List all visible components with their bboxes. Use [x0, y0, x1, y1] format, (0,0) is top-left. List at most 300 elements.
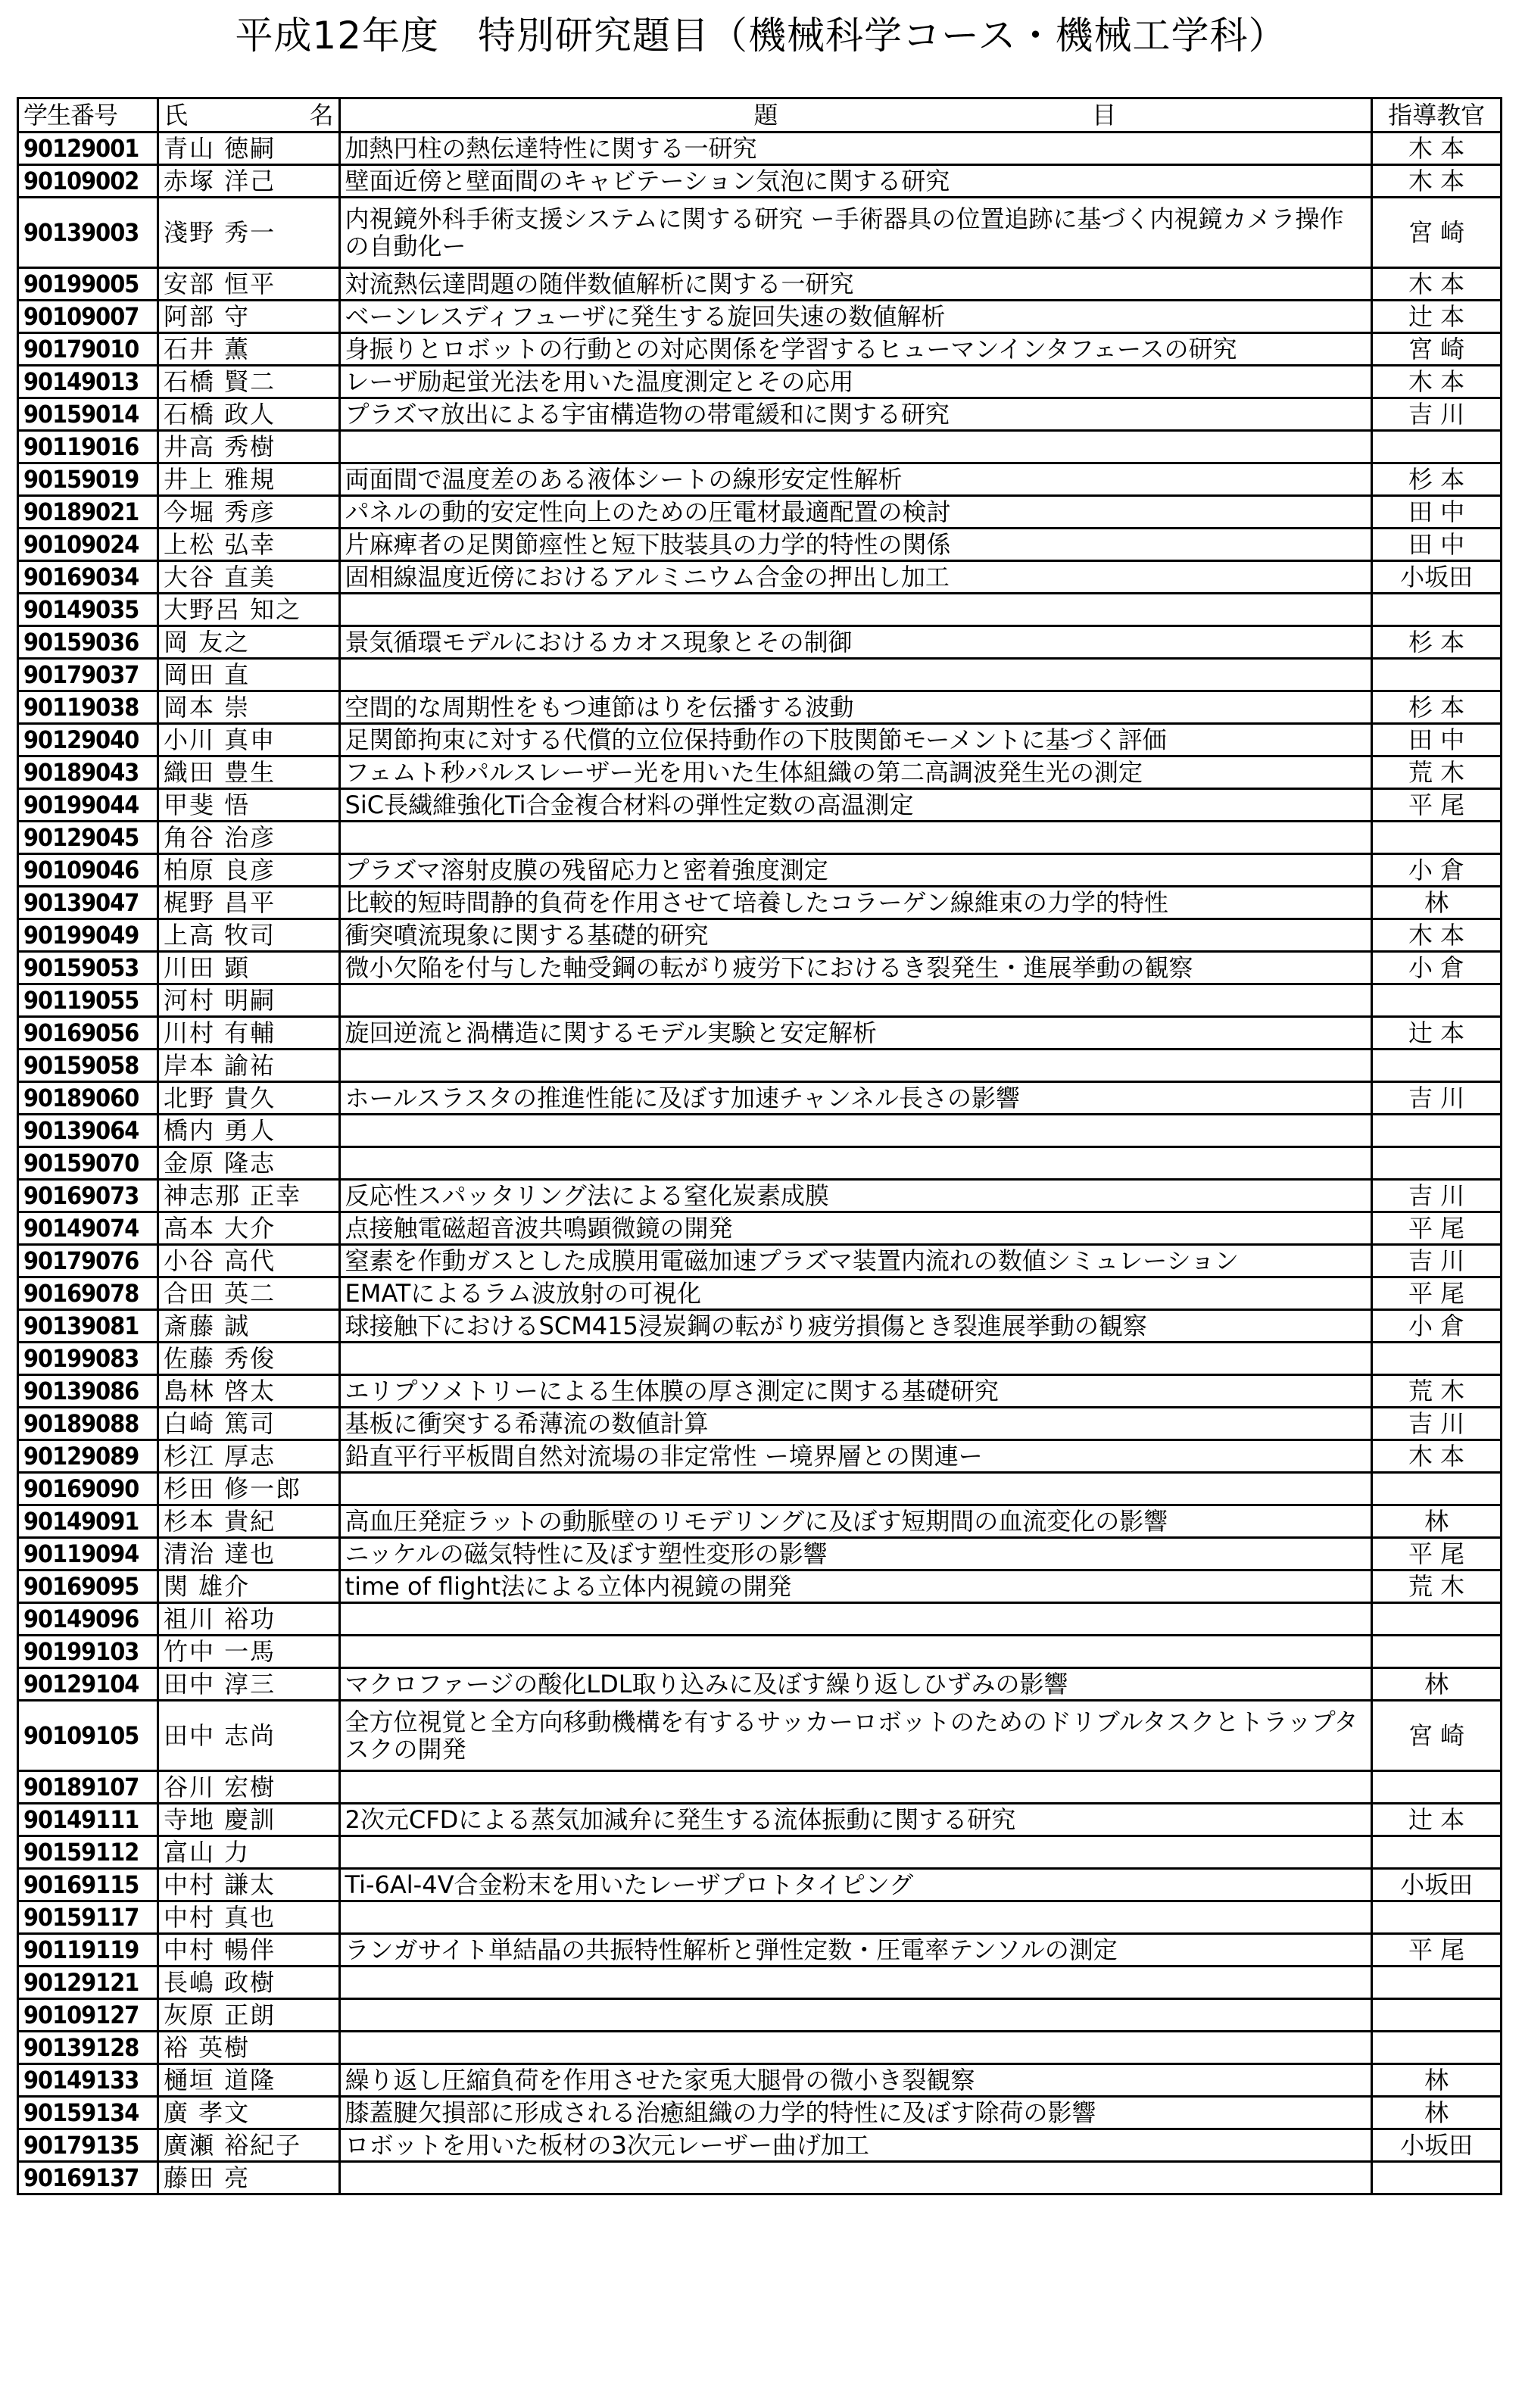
title-cell: 球接触下におけるSCM415浸炭鋼の転がり疲労損傷とき裂進展挙動の観察 — [339, 1310, 1372, 1343]
advisor-cell: 辻 本 — [1372, 1017, 1502, 1050]
student-id-cell: 90109105 — [18, 1701, 158, 1771]
advisor-cell: 木 本 — [1372, 268, 1502, 301]
table-row — [18, 1999, 1502, 2032]
student-id-cell: 90149013 — [18, 366, 158, 398]
student-id-cell: 90139003 — [18, 198, 158, 268]
name-cell: 高本 大介 — [158, 1212, 339, 1245]
name-cell: 関 雄介 — [158, 1571, 339, 1603]
name-cell: 清治 達也 — [158, 1538, 339, 1571]
advisor-cell: 杉 本 — [1372, 691, 1502, 724]
advisor-cell: 吉 川 — [1372, 1408, 1502, 1440]
name-cell: 北野 貴久 — [158, 1082, 339, 1115]
name-cell: 谷川 宏樹 — [158, 1771, 339, 1804]
advisor-cell — [1372, 1050, 1502, 1082]
title-cell: 基板に衝突する希薄流の数値計算 — [339, 1408, 1372, 1440]
name-cell: 川田 顕 — [158, 952, 339, 984]
table-row — [18, 1277, 1502, 1310]
student-id-cell: 90139128 — [18, 2032, 158, 2064]
advisor-cell: 木 本 — [1372, 133, 1502, 165]
name-cell: 河村 明嗣 — [158, 984, 339, 1017]
name-cell: 小谷 高代 — [158, 1245, 339, 1277]
table-row — [18, 1245, 1502, 1277]
name-cell: 石橋 政人 — [158, 398, 339, 431]
advisor-cell: 林 — [1372, 1668, 1502, 1701]
name-cell: 金原 隆志 — [158, 1147, 339, 1180]
name-cell: 橋内 勇人 — [158, 1115, 339, 1147]
title-cell: 片麻痺者の足関節痙性と短下肢装具の力学的特性の関係 — [339, 529, 1372, 561]
title-cell — [339, 1967, 1372, 1999]
table-row — [18, 1538, 1502, 1571]
table-row — [18, 1869, 1502, 1901]
student-id-cell: 90159134 — [18, 2097, 158, 2129]
name-cell: 岡田 直 — [158, 659, 339, 691]
student-id-cell: 90169056 — [18, 1017, 158, 1050]
advisor-cell: 小坂田 — [1372, 2129, 1502, 2162]
name-cell: 川村 有輔 — [158, 1017, 339, 1050]
table-row — [18, 165, 1502, 198]
name-cell: 藤田 亮 — [158, 2162, 339, 2194]
title-cell: 繰り返し圧縮負荷を作用させた家兎大腿骨の微小き裂観察 — [339, 2064, 1372, 2097]
title-cell: 固相線温度近傍におけるアルミニウム合金の押出し加工 — [339, 561, 1372, 594]
advisor-cell: 林 — [1372, 887, 1502, 919]
title-cell: 内視鏡外科手術支援システムに関する研究 ー手術器具の位置追跡に基づく内視鏡カメラ操作の自動化ー — [339, 198, 1372, 268]
title-cell — [339, 431, 1372, 463]
table-row — [18, 789, 1502, 822]
name-cell: 石橋 賢二 — [158, 366, 339, 398]
advisor-cell — [1372, 431, 1502, 463]
student-id-cell: 90179076 — [18, 1245, 158, 1277]
title-cell: 壁面近傍と壁面間のキャビテーション気泡に関する研究 — [339, 165, 1372, 198]
name-cell: 甲斐 悟 — [158, 789, 339, 822]
table-row — [18, 133, 1502, 165]
student-id-cell: 90139047 — [18, 887, 158, 919]
title-cell: 対流熱伝達問題の随伴数値解析に関する一研究 — [339, 268, 1372, 301]
student-id-cell: 90129001 — [18, 133, 158, 165]
advisor-cell — [1372, 1999, 1502, 2032]
table-row — [18, 463, 1502, 496]
name-cell: 田中 淳三 — [158, 1668, 339, 1701]
table-row — [18, 561, 1502, 594]
student-id-cell: 90169137 — [18, 2162, 158, 2194]
student-id-cell: 90109046 — [18, 854, 158, 887]
name-cell: 長嶋 政樹 — [158, 1967, 339, 1999]
advisor-cell — [1372, 1836, 1502, 1869]
table-row — [18, 1375, 1502, 1408]
advisor-cell: 杉 本 — [1372, 626, 1502, 659]
table-row — [18, 952, 1502, 984]
student-id-cell: 90159014 — [18, 398, 158, 431]
name-cell: 角谷 治彦 — [158, 822, 339, 854]
table-row — [18, 984, 1502, 1017]
student-id-cell: 90199083 — [18, 1343, 158, 1375]
student-id-cell: 90189060 — [18, 1082, 158, 1115]
student-id-cell: 90129104 — [18, 1668, 158, 1701]
title-cell: ロボットを用いた板材の3次元レーザー曲げ加工 — [339, 2129, 1372, 2162]
advisor-cell: 荒 木 — [1372, 1571, 1502, 1603]
name-cell: 青山 徳嗣 — [158, 133, 339, 165]
title-cell — [339, 1473, 1372, 1505]
title-cell: 鉛直平行平板間自然対流場の非定常性 ー境界層との関連ー — [339, 1440, 1372, 1473]
name-cell: 佐藤 秀俊 — [158, 1343, 339, 1375]
student-id-cell: 90139086 — [18, 1375, 158, 1408]
name-cell: 裕 英樹 — [158, 2032, 339, 2064]
advisor-cell: 小 倉 — [1372, 854, 1502, 887]
table-row — [18, 1473, 1502, 1505]
name-cell: 井上 雅規 — [158, 463, 339, 496]
name-cell: 神志那 正幸 — [158, 1180, 339, 1212]
student-id-cell: 90129089 — [18, 1440, 158, 1473]
table-row — [18, 333, 1502, 366]
advisor-cell — [1372, 659, 1502, 691]
advisor-cell — [1372, 1636, 1502, 1668]
table-row — [18, 1934, 1502, 1967]
advisor-cell: 吉 川 — [1372, 398, 1502, 431]
name-cell: 安部 恒平 — [158, 268, 339, 301]
title-cell — [339, 1603, 1372, 1636]
table-row — [18, 1771, 1502, 1804]
table-body — [18, 133, 1502, 2194]
title-cell — [339, 984, 1372, 1017]
title-cell: 比較的短時間静的負荷を作用させて培養したコラーゲン線維束の力学的特性 — [339, 887, 1372, 919]
title-cell: ベーンレスディフューザに発生する旋回失速の数値解析 — [339, 301, 1372, 333]
table-row — [18, 756, 1502, 789]
header-title-part-b: 目 — [1092, 101, 1117, 129]
table-row — [18, 431, 1502, 463]
table-row — [18, 1147, 1502, 1180]
name-cell: 赤塚 洋己 — [158, 165, 339, 198]
advisor-cell: 平 尾 — [1372, 1277, 1502, 1310]
name-cell: 祖川 裕功 — [158, 1603, 339, 1636]
header-name — [158, 98, 339, 133]
student-id-cell: 90159112 — [18, 1836, 158, 1869]
advisor-cell: 杉 本 — [1372, 463, 1502, 496]
document-title: 平成12年度 特別研究題目（機械科学コース・機械工学科） — [235, 14, 1287, 58]
title-cell: ホールスラスタの推進性能に及ぼす加速チャンネル長さの影響 — [339, 1082, 1372, 1115]
table-row — [18, 1017, 1502, 1050]
advisor-cell: 宮 崎 — [1372, 1701, 1502, 1771]
table-row — [18, 724, 1502, 756]
table-row — [18, 1050, 1502, 1082]
advisor-cell: 荒 木 — [1372, 756, 1502, 789]
table-row — [18, 854, 1502, 887]
student-id-cell: 90169115 — [18, 1869, 158, 1901]
title-cell: フェムト秒パルスレーザー光を用いた生体組織の第二高調波発生光の測定 — [339, 756, 1372, 789]
student-id-cell: 90159058 — [18, 1050, 158, 1082]
name-cell: 織田 豊生 — [158, 756, 339, 789]
name-cell: 中村 真也 — [158, 1901, 339, 1934]
advisor-cell: 宮 崎 — [1372, 198, 1502, 268]
name-cell: 杉本 貴紀 — [158, 1505, 339, 1538]
table-row — [18, 887, 1502, 919]
table-row — [18, 1440, 1502, 1473]
student-id-cell: 90149111 — [18, 1804, 158, 1836]
student-id-cell: 90149091 — [18, 1505, 158, 1538]
student-id-cell: 90109127 — [18, 1999, 158, 2032]
advisor-cell: 辻 本 — [1372, 301, 1502, 333]
name-cell: 淺野 秀一 — [158, 198, 339, 268]
table-row — [18, 2097, 1502, 2129]
advisor-cell — [1372, 2162, 1502, 2194]
title-cell: レーザ励起蛍光法を用いた温度測定とその応用 — [339, 366, 1372, 398]
table-row — [18, 366, 1502, 398]
title-cell: 旋回逆流と渦構造に関するモデル実験と安定解析 — [339, 1017, 1372, 1050]
name-cell: 岡本 崇 — [158, 691, 339, 724]
table-row — [18, 398, 1502, 431]
name-cell: 合田 英二 — [158, 1277, 339, 1310]
student-id-cell: 90149133 — [18, 2064, 158, 2097]
title-cell: 足関節拘束に対する代償的立位保持動作の下肢関節モーメントに基づく評価 — [339, 724, 1372, 756]
table-row — [18, 1668, 1502, 1701]
table-row — [18, 691, 1502, 724]
title-cell: 全方位視覚と全方向移動機構を有するサッカーロボットのためのドリブルタスクとトラップタスクの開発 — [339, 1701, 1372, 1771]
student-id-cell: 90109002 — [18, 165, 158, 198]
student-id-cell: 90189021 — [18, 496, 158, 529]
student-id-cell: 90179135 — [18, 2129, 158, 2162]
advisor-cell — [1372, 1473, 1502, 1505]
advisor-cell: 木 本 — [1372, 919, 1502, 952]
advisor-cell — [1372, 1967, 1502, 1999]
student-id-cell: 90169073 — [18, 1180, 158, 1212]
student-id-cell: 90119016 — [18, 431, 158, 463]
student-id-cell: 90149096 — [18, 1603, 158, 1636]
name-cell: 杉田 修一郎 — [158, 1473, 339, 1505]
table-row — [18, 626, 1502, 659]
name-cell: 灰原 正朗 — [158, 1999, 339, 2032]
name-cell: 竹中 一馬 — [158, 1636, 339, 1668]
title-cell: マクロファージの酸化LDL取り込みに及ぼす繰り返しひずみの影響 — [339, 1668, 1372, 1701]
name-cell: 大野呂 知之 — [158, 594, 339, 626]
title-cell — [339, 1147, 1372, 1180]
student-id-cell: 90199044 — [18, 789, 158, 822]
student-id-cell: 90119038 — [18, 691, 158, 724]
title-cell: EMATによるラム波放射の可視化 — [339, 1277, 1372, 1310]
name-cell: 白崎 篤司 — [158, 1408, 339, 1440]
research-topics-table — [17, 97, 1502, 2195]
advisor-cell: 平 尾 — [1372, 789, 1502, 822]
title-cell: 加熱円柱の熱伝達特性に関する一研究 — [339, 133, 1372, 165]
table-row — [18, 1310, 1502, 1343]
title-cell — [339, 822, 1372, 854]
title-cell: 2次元CFDによる蒸気加減弁に発生する流体振動に関する研究 — [339, 1804, 1372, 1836]
student-id-cell: 90129045 — [18, 822, 158, 854]
advisor-cell: 小坂田 — [1372, 561, 1502, 594]
advisor-cell: 田 中 — [1372, 496, 1502, 529]
name-cell: 井高 秀樹 — [158, 431, 339, 463]
name-cell: 廣 孝文 — [158, 2097, 339, 2129]
advisor-cell: 吉 川 — [1372, 1245, 1502, 1277]
student-id-cell: 90119094 — [18, 1538, 158, 1571]
student-id-cell: 90159036 — [18, 626, 158, 659]
title-cell — [339, 1901, 1372, 1934]
table-row — [18, 1901, 1502, 1934]
table-row — [18, 1636, 1502, 1668]
title-cell: 高血圧発症ラットの動脈壁のリモデリングに及ぼす短期間の血流変化の影響 — [339, 1505, 1372, 1538]
advisor-cell: 小 倉 — [1372, 952, 1502, 984]
student-id-cell: 90169090 — [18, 1473, 158, 1505]
name-cell: 今堀 秀彦 — [158, 496, 339, 529]
advisor-cell: 宮 崎 — [1372, 333, 1502, 366]
title-cell: time of flight法による立体内視鏡の開発 — [339, 1571, 1372, 1603]
table-row — [18, 2129, 1502, 2162]
name-cell: 中村 暢伴 — [158, 1934, 339, 1967]
student-id-cell: 90109007 — [18, 301, 158, 333]
title-cell: 微小欠陥を付与した軸受鋼の転がり疲労下におけるき裂発生・進展挙動の観察 — [339, 952, 1372, 984]
student-id-cell: 90159053 — [18, 952, 158, 984]
title-cell — [339, 1836, 1372, 1869]
student-id-cell: 90109024 — [18, 529, 158, 561]
student-id-cell: 90149035 — [18, 594, 158, 626]
header-title — [339, 98, 1372, 133]
title-cell: ニッケルの磁気特性に及ぼす塑性変形の影響 — [339, 1538, 1372, 1571]
advisor-cell — [1372, 594, 1502, 626]
table-row — [18, 1115, 1502, 1147]
title-cell — [339, 1999, 1372, 2032]
title-cell: 衝突噴流現象に関する基礎的研究 — [339, 919, 1372, 952]
student-id-cell: 90169034 — [18, 561, 158, 594]
name-cell: 島林 啓太 — [158, 1375, 339, 1408]
table-header-row — [18, 98, 1502, 133]
student-id-cell: 90159019 — [18, 463, 158, 496]
title-cell — [339, 1050, 1372, 1082]
table-row — [18, 1571, 1502, 1603]
name-cell: 上松 弘幸 — [158, 529, 339, 561]
student-id-cell: 90139064 — [18, 1115, 158, 1147]
table-row — [18, 1180, 1502, 1212]
table-row — [18, 198, 1502, 268]
student-id-cell: 90179037 — [18, 659, 158, 691]
student-id-cell: 90129121 — [18, 1967, 158, 1999]
advisor-cell: 田 中 — [1372, 724, 1502, 756]
name-cell: 上高 牧司 — [158, 919, 339, 952]
student-id-cell: 90159117 — [18, 1901, 158, 1934]
title-cell: 反応性スパッタリング法による窒化炭素成膜 — [339, 1180, 1372, 1212]
title-cell: プラズマ溶射皮膜の残留応力と密着強度測定 — [339, 854, 1372, 887]
advisor-cell: 木 本 — [1372, 366, 1502, 398]
advisor-cell — [1372, 1343, 1502, 1375]
title-cell: ランガサイト単結晶の共振特性解析と弾性定数・圧電率テンソルの測定 — [339, 1934, 1372, 1967]
header-name-part-b: 名 — [309, 101, 334, 129]
advisor-cell — [1372, 1901, 1502, 1934]
table-row — [18, 1505, 1502, 1538]
title-cell: 両面間で温度差のある液体シートの線形安定性解析 — [339, 463, 1372, 496]
advisor-cell: 荒 木 — [1372, 1375, 1502, 1408]
advisor-cell — [1372, 822, 1502, 854]
student-id-cell: 90169095 — [18, 1571, 158, 1603]
student-id-cell: 90199005 — [18, 268, 158, 301]
table-row — [18, 496, 1502, 529]
name-cell: 小川 真申 — [158, 724, 339, 756]
table-row — [18, 1701, 1502, 1771]
header-student-id: 学生番号 — [18, 98, 158, 133]
title-cell — [339, 659, 1372, 691]
title-cell: 身振りとロボットの行動との対応関係を学習するヒューマンインタフェースの研究 — [339, 333, 1372, 366]
student-id-cell: 90199103 — [18, 1636, 158, 1668]
title-cell — [339, 594, 1372, 626]
title-cell: Ti-6Al-4V合金粉末を用いたレーザプロトタイピング — [339, 1869, 1372, 1901]
student-id-cell: 90119055 — [18, 984, 158, 1017]
table-row — [18, 594, 1502, 626]
advisor-cell: 小坂田 — [1372, 1869, 1502, 1901]
name-cell: 樋垣 道隆 — [158, 2064, 339, 2097]
name-cell: 斎藤 誠 — [158, 1310, 339, 1343]
title-cell — [339, 2162, 1372, 2194]
title-cell — [339, 1636, 1372, 1668]
title-cell: 点接触電磁超音波共鳴顕微鏡の開発 — [339, 1212, 1372, 1245]
title-cell: パネルの動的安定性向上のための圧電材最適配置の検討 — [339, 496, 1372, 529]
title-cell: 窒素を作動ガスとした成膜用電磁加速プラズマ装置内流れの数値シミュレーション — [339, 1245, 1372, 1277]
advisor-cell: 小 倉 — [1372, 1310, 1502, 1343]
advisor-cell — [1372, 1115, 1502, 1147]
name-cell: 柏原 良彦 — [158, 854, 339, 887]
name-cell: 大谷 直美 — [158, 561, 339, 594]
student-id-cell: 90179010 — [18, 333, 158, 366]
table-row — [18, 2162, 1502, 2194]
name-cell: 廣瀬 裕紀子 — [158, 2129, 339, 2162]
header-name-part-a: 氏 — [163, 101, 188, 129]
title-cell: SiC長繊維強化Ti合金複合材料の弾性定数の高温測定 — [339, 789, 1372, 822]
student-id-cell: 90159070 — [18, 1147, 158, 1180]
name-cell: 中村 謙太 — [158, 1869, 339, 1901]
name-cell: 岡 友之 — [158, 626, 339, 659]
table-row — [18, 659, 1502, 691]
title-cell — [339, 1343, 1372, 1375]
advisor-cell: 平 尾 — [1372, 1934, 1502, 1967]
advisor-cell — [1372, 1603, 1502, 1636]
advisor-cell: 平 尾 — [1372, 1538, 1502, 1571]
student-id-cell: 90129040 — [18, 724, 158, 756]
advisor-cell: 吉 川 — [1372, 1082, 1502, 1115]
header-advisor: 指導教官 — [1372, 98, 1502, 133]
table-row — [18, 268, 1502, 301]
table-row — [18, 919, 1502, 952]
title-cell — [339, 1771, 1372, 1804]
student-id-cell: 90189088 — [18, 1408, 158, 1440]
student-id-cell: 90189043 — [18, 756, 158, 789]
advisor-cell — [1372, 984, 1502, 1017]
name-cell: 阿部 守 — [158, 301, 339, 333]
student-id-cell: 90149074 — [18, 1212, 158, 1245]
table-row — [18, 529, 1502, 561]
title-cell — [339, 1115, 1372, 1147]
table-row — [18, 822, 1502, 854]
name-cell: 田中 志尚 — [158, 1701, 339, 1771]
table-row — [18, 2032, 1502, 2064]
table-row — [18, 301, 1502, 333]
advisor-cell: 林 — [1372, 2064, 1502, 2097]
title-cell: プラズマ放出による宇宙構造物の帯電緩和に関する研究 — [339, 398, 1372, 431]
advisor-cell: 平 尾 — [1372, 1212, 1502, 1245]
advisor-cell: 林 — [1372, 2097, 1502, 2129]
title-cell — [339, 2032, 1372, 2064]
advisor-cell: 木 本 — [1372, 1440, 1502, 1473]
table-row — [18, 2064, 1502, 2097]
student-id-cell: 90199049 — [18, 919, 158, 952]
title-cell: 空間的な周期性をもつ連節はりを伝播する波動 — [339, 691, 1372, 724]
advisor-cell: 田 中 — [1372, 529, 1502, 561]
name-cell: 杉江 厚志 — [158, 1440, 339, 1473]
table-row — [18, 1603, 1502, 1636]
table-row — [18, 1212, 1502, 1245]
advisor-cell: 木 本 — [1372, 165, 1502, 198]
table-row — [18, 1967, 1502, 1999]
advisor-cell — [1372, 2032, 1502, 2064]
title-cell: 膝蓋腱欠損部に形成される治癒組織の力学的特性に及ぼす除荷の影響 — [339, 2097, 1372, 2129]
table-row — [18, 1408, 1502, 1440]
student-id-cell: 90119119 — [18, 1934, 158, 1967]
student-id-cell: 90169078 — [18, 1277, 158, 1310]
advisor-cell — [1372, 1147, 1502, 1180]
advisor-cell — [1372, 1771, 1502, 1804]
